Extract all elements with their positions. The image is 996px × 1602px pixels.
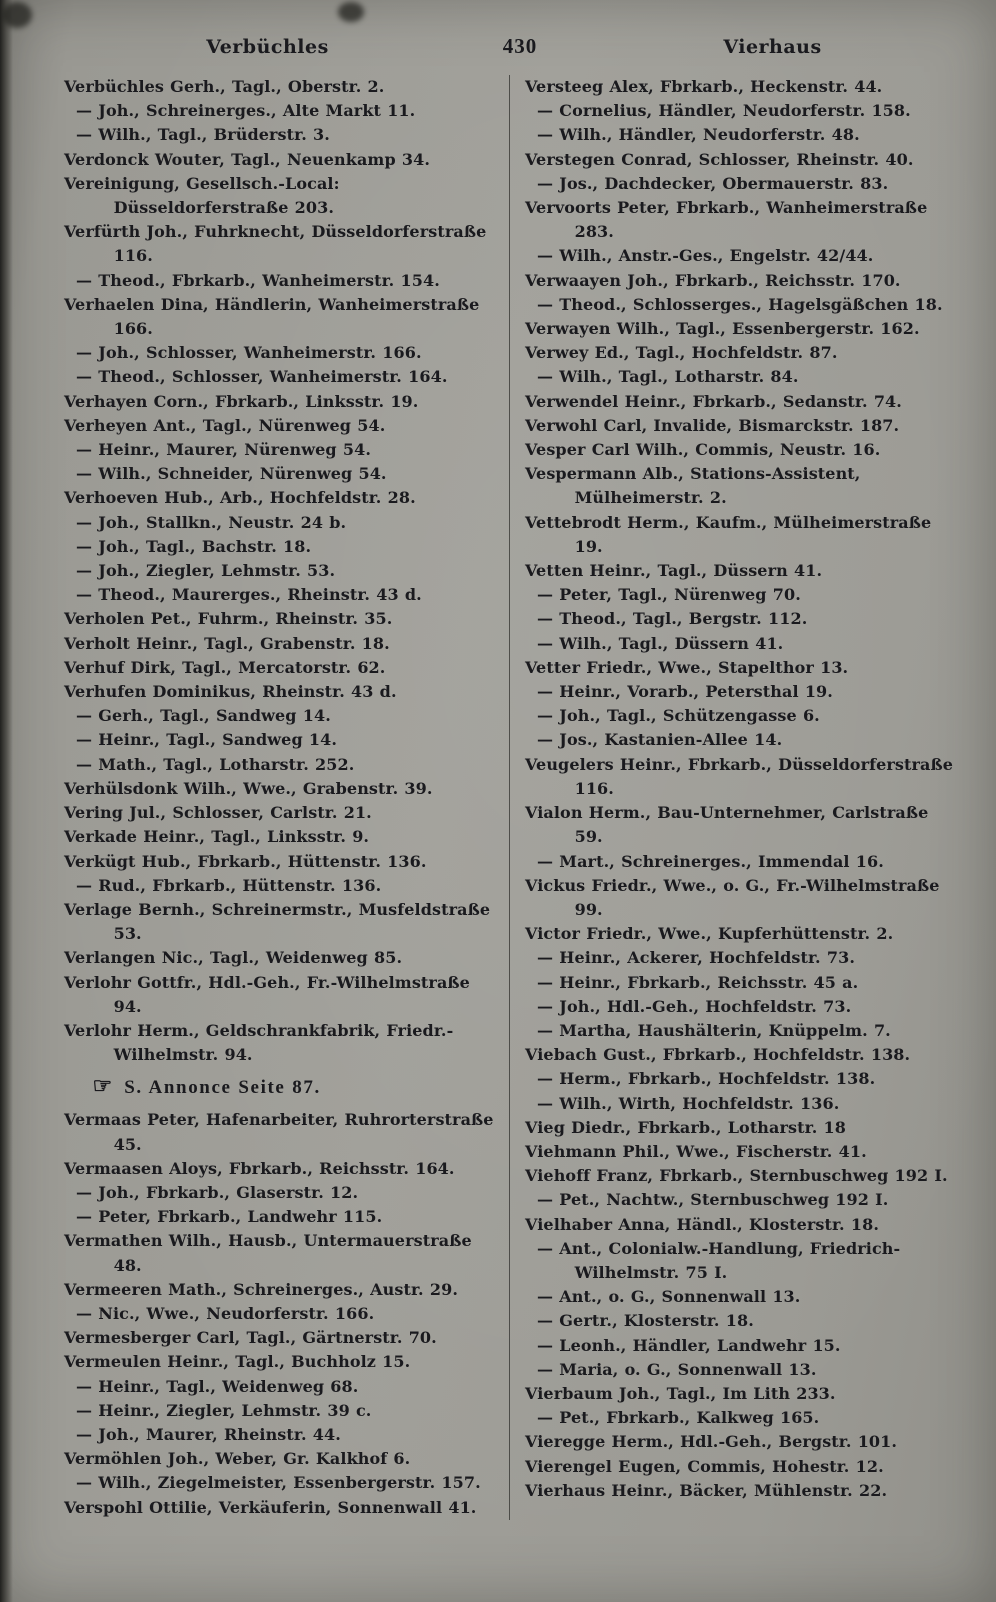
- directory-entry: [64, 898, 499, 946]
- entry-text: Verhoeven Hub., Arb., Hochfeldstr. 28.: [64, 488, 416, 508]
- entry-text: — Jos., Dachdecker, Obermauerstr. 83.: [537, 173, 889, 193]
- directory-entry: [64, 1496, 499, 1520]
- directory-entry: [64, 1019, 499, 1067]
- entry-text: — Wilh., Tagl., Lotharstr. 84.: [537, 367, 799, 387]
- entry-text: — Gertr., Klosterstr. 18.: [537, 1311, 754, 1331]
- directory-entry: [64, 850, 499, 874]
- entry-text: — Joh., Maurer, Rheinstr. 44.: [76, 1424, 341, 1444]
- entry-text: Vielhaber Anna, Händl., Klosterstr. 18.: [525, 1214, 880, 1234]
- directory-entry: [525, 244, 956, 268]
- directory-entry: [525, 1116, 956, 1140]
- two-column-layout: [64, 75, 970, 1520]
- directory-entry: [525, 874, 956, 922]
- directory-entry: [525, 704, 956, 728]
- entry-text: Verhufen Dominikus, Rheinstr. 43 d.: [64, 682, 397, 702]
- pointing-hand-icon: ☞: [92, 1073, 113, 1099]
- directory-entry: [64, 1205, 499, 1229]
- directory-entry: [64, 365, 499, 389]
- entry-text: S. Annonce Seite 87.: [124, 1077, 321, 1099]
- directory-entry: [525, 971, 956, 995]
- entry-text: — Theod., Fbrkarb., Wanheimerstr. 154.: [76, 270, 440, 290]
- entry-text: — Maria, o. G., Sonnenwall 13.: [537, 1359, 817, 1379]
- entry-text: — Heinr., Tagl., Weidenweg 68.: [76, 1376, 359, 1396]
- directory-entry: [525, 1043, 956, 1067]
- entry-text: Vierhaus Heinr., Bäcker, Mühlenstr. 22.: [525, 1480, 888, 1500]
- directory-entry: [525, 946, 956, 970]
- directory-entry: [525, 1140, 956, 1164]
- directory-entry: [525, 269, 956, 293]
- header-keyword-right: Vierhaus: [723, 36, 822, 58]
- directory-entry: [64, 825, 499, 849]
- entry-text: Verhuf Dirk, Tagl., Mercatorstr. 62.: [64, 657, 386, 677]
- entry-text: — Rud., Fbrkarb., Hüttenstr. 136.: [76, 875, 382, 895]
- entry-text: — Cornelius, Händler, Neudorferstr. 158.: [537, 101, 911, 121]
- entry-text: Vieg Diedr., Fbrkarb., Lotharstr. 18: [525, 1117, 847, 1137]
- entry-text: — Martha, Haushälterin, Knüppelm. 7.: [537, 1020, 891, 1040]
- entry-text: — Peter, Tagl., Nürenweg 70.: [537, 585, 801, 605]
- entry-text: — Peter, Fbrkarb., Landwehr 115.: [76, 1207, 383, 1227]
- entry-text: — Theod., Schlosserges., Hagelsgäßchen 18.: [537, 294, 943, 314]
- entry-text: — Joh., Schlosser, Wanheimerstr. 166.: [76, 343, 422, 363]
- directory-entry: [525, 1164, 956, 1188]
- entry-text: Verhaelen Dina, Händlerin, Wanheimerstraße 166.: [64, 294, 480, 339]
- directory-entry: [525, 438, 956, 462]
- entry-text: Viehmann Phil., Wwe., Fischerstr. 41.: [525, 1141, 867, 1161]
- right-column: [509, 75, 956, 1520]
- directory-entry: [64, 486, 499, 510]
- entry-text: — Heinr., Ackerer, Hochfeldstr. 73.: [537, 948, 856, 968]
- directory-entry: [525, 632, 956, 656]
- entry-text: — Heinr., Maurer, Nürenweg 54.: [76, 440, 372, 460]
- directory-entry: [525, 801, 956, 849]
- directory-entry: [525, 1334, 956, 1358]
- directory-entry: [64, 1423, 499, 1447]
- entry-text: Vetten Heinr., Tagl., Düssern 41.: [525, 561, 823, 581]
- entry-text: Vermeeren Math., Schreinerges., Austr. 29.: [64, 1279, 458, 1299]
- directory-entry: [525, 922, 956, 946]
- entry-text: Verwohl Carl, Invalide, Bismarckstr. 187.: [525, 415, 900, 435]
- entry-text: Verwendel Heinr., Fbrkarb., Sedanstr. 74.: [525, 391, 902, 411]
- directory-entry: [64, 632, 499, 656]
- directory-entry: [525, 317, 956, 341]
- entry-text: — Joh., Schreinerges., Alte Markt 11.: [76, 101, 416, 121]
- directory-entry: [64, 1302, 499, 1326]
- entry-text: Verlage Bernh., Schreinermstr., Musfeldstraße 53.: [64, 899, 491, 944]
- entry-text: Verlangen Nic., Tagl., Weidenweg 85.: [64, 948, 403, 968]
- directory-entry: [64, 269, 499, 293]
- entry-text: — Wilh., Tagl., Düssern 41.: [537, 633, 784, 653]
- entry-text: — Jos., Kastanien-Allee 14.: [537, 730, 783, 750]
- entry-text: — Gerh., Tagl., Sandweg 14.: [76, 706, 331, 726]
- entry-text: Verstegen Conrad, Schlosser, Rheinstr. 40.: [525, 149, 914, 169]
- ink-smudge: [2, 2, 32, 28]
- entry-text: Vering Jul., Schlosser, Carlstr. 21.: [64, 803, 372, 823]
- entry-text: — Joh., Hdl.-Geh., Hochfeldstr. 73.: [537, 996, 852, 1016]
- directory-entry: [64, 753, 499, 777]
- directory-entry: [525, 1382, 956, 1406]
- entry-text: Verfürth Joh., Fuhrknecht, Düsseldorferstraße 116.: [64, 222, 487, 266]
- left-column: [64, 75, 509, 1520]
- directory-entry: [525, 753, 956, 801]
- entry-text: — Theod., Tagl., Bergstr. 112.: [537, 609, 808, 629]
- entry-text: Verwayen Wilh., Tagl., Essenbergerstr. 162.: [525, 319, 920, 339]
- entry-text: Vieregge Herm., Hdl.-Geh., Bergstr. 101.: [525, 1432, 898, 1452]
- entry-text: Verkügt Hub., Fbrkarb., Hüttenstr. 136.: [64, 851, 427, 871]
- directory-entry: [525, 1309, 956, 1333]
- directory-entry: [64, 607, 499, 631]
- entry-text: Vialon Herm., Bau-Unternehmer, Carlstraße 59.: [525, 803, 929, 847]
- entry-text: — Pet., Fbrkarb., Kalkweg 165.: [537, 1408, 820, 1428]
- entry-text: — Heinr., Vorarb., Petersthal 19.: [537, 682, 833, 702]
- entry-text: — Ant., Colonialw.-Handlung, Friedrich-Wilhelmstr. 75 I.: [537, 1238, 901, 1282]
- entry-text: Verwaayen Joh., Fbrkarb., Reichsstr. 170.: [525, 270, 901, 290]
- directory-entry: [64, 1471, 499, 1495]
- entry-text: Vermaasen Aloys, Fbrkarb., Reichsstr. 164.: [64, 1158, 455, 1178]
- directory-entry: [64, 99, 499, 123]
- page-header: [70, 34, 970, 59]
- entry-text: Vermesberger Carl, Tagl., Gärtnerstr. 70.: [64, 1328, 437, 1348]
- entry-text: — Joh., Ziegler, Lehmstr. 53.: [76, 561, 336, 581]
- entry-text: — Joh., Tagl., Schützengasse 6.: [537, 706, 820, 726]
- directory-entry: [525, 1237, 956, 1285]
- directory-entry: [525, 123, 956, 147]
- entry-text: — Joh., Stallkn., Neustr. 24 b.: [76, 512, 347, 532]
- entry-text: — Heinr., Fbrkarb., Reichsstr. 45 a.: [537, 972, 859, 992]
- directory-entry: [525, 728, 956, 752]
- entry-text: — Math., Tagl., Lotharstr. 252.: [76, 754, 355, 774]
- entry-text: Verholen Pet., Fuhrm., Rheinstr. 35.: [64, 609, 393, 629]
- directory-entry: [525, 1188, 956, 1212]
- directory-entry: [525, 1213, 956, 1237]
- directory-entry: [525, 172, 956, 196]
- directory-entry: [64, 1108, 499, 1156]
- directory-entry: [64, 1278, 499, 1302]
- entry-text: Viebach Gust., Fbrkarb., Hochfeldstr. 138.: [525, 1045, 911, 1065]
- entry-text: Viehoff Franz, Fbrkarb., Sternbuschweg 192 I.: [525, 1166, 948, 1186]
- entry-text: Victor Friedr., Wwe., Kupferhüttenstr. 2.: [525, 924, 894, 944]
- directory-entry: [525, 1479, 956, 1503]
- directory-entry: [525, 850, 956, 874]
- directory-entry: [525, 607, 956, 631]
- entry-text: — Pet., Nachtw., Sternbuschweg 192 I.: [537, 1190, 889, 1210]
- entry-text: Vereinigung, Gesellsch.-Local: Düsseldorferstraße 203.: [64, 173, 340, 218]
- directory-entry: [525, 1358, 956, 1382]
- directory-entry: [64, 1350, 499, 1374]
- page-number: 430: [502, 34, 538, 58]
- entry-text: Vervoorts Peter, Fbrkarb., Wanheimerstraße 283.: [525, 198, 928, 242]
- entry-text: Vermaas Peter, Hafenarbeiter, Ruhrorterstraße 45.: [64, 1110, 494, 1154]
- directory-entry: [525, 680, 956, 704]
- entry-text: — Mart., Schreinerges., Immendal 16.: [537, 851, 884, 871]
- directory-entry: [64, 946, 499, 970]
- entry-text: — Wilh., Ziegelmeister, Essenbergerstr. 157.: [76, 1473, 481, 1493]
- entry-text: Verlohr Gottfr., Hdl.-Geh., Fr.-Wilhelmstraße 94.: [64, 972, 470, 1016]
- ink-smudge: [338, 2, 364, 22]
- directory-entry: [64, 728, 499, 752]
- entry-text: — Ant., o. G., Sonnenwall 13.: [537, 1287, 801, 1307]
- directory-entry: [64, 511, 499, 535]
- directory-entry: [525, 1285, 956, 1309]
- entry-text: Vierbaum Joh., Tagl., Im Lith 233.: [525, 1383, 836, 1403]
- directory-entry: [525, 1019, 956, 1043]
- entry-text: — Herm., Fbrkarb., Hochfeldstr. 138.: [537, 1069, 876, 1089]
- entry-text: Veugelers Heinr., Fbrkarb., Düsseldorferstraße 116.: [525, 754, 954, 798]
- directory-entry: [525, 656, 956, 680]
- entry-text: Versteeg Alex, Fbrkarb., Heckenstr. 44.: [525, 77, 883, 96]
- directory-entry: [64, 172, 499, 220]
- directory-entry: [64, 971, 499, 1019]
- entry-text: Verholt Heinr., Tagl., Grabenstr. 18.: [64, 633, 390, 653]
- directory-entry: [64, 148, 499, 172]
- directory-entry: [525, 365, 956, 389]
- directory-entry: [64, 559, 499, 583]
- entry-text: Vermathen Wilh., Hausb., Untermauerstraße 48.: [64, 1231, 472, 1275]
- directory-entry: [64, 1181, 499, 1205]
- directory-entry: [64, 462, 499, 486]
- entry-text: — Wilh., Schneider, Nürenweg 54.: [76, 464, 387, 484]
- directory-entry: [525, 414, 956, 438]
- directory-entry: [64, 414, 499, 438]
- directory-entry: [525, 511, 956, 559]
- directory-entry: [64, 680, 499, 704]
- entry-text: Vickus Friedr., Wwe., o. G., Fr.-Wilhelmstraße 99.: [525, 875, 940, 919]
- entry-text: — Theod., Maurerges., Rheinstr. 43 d.: [76, 585, 422, 605]
- entry-text: Verdonck Wouter, Tagl., Neuenkamp 34.: [64, 149, 431, 169]
- directory-entry: [525, 196, 956, 244]
- entry-text: Verbüchles Gerh., Tagl., Oberstr. 2.: [64, 77, 385, 96]
- entry-text: Vierengel Eugen, Commis, Hohestr. 12.: [525, 1456, 884, 1476]
- entry-text: Vespermann Alb., Stations-Assistent, Mülheimerstr. 2.: [525, 464, 861, 508]
- entry-text: Verspohl Ottilie, Verkäuferin, Sonnenwall 41.: [64, 1497, 477, 1517]
- entry-text: Vettebrodt Herm., Kaufm., Mülheimerstraße 19.: [525, 512, 932, 556]
- directory-entry: [64, 123, 499, 147]
- directory-entry: [525, 99, 956, 123]
- entry-text: Vetter Friedr., Wwe., Stapelthor 13.: [525, 657, 849, 677]
- directory-entry: [525, 148, 956, 172]
- directory-entry: [525, 1455, 956, 1479]
- entry-text: — Nic., Wwe., Neudorferstr. 166.: [76, 1303, 375, 1323]
- entry-text: Verhayen Corn., Fbrkarb., Linksstr. 19.: [64, 391, 419, 411]
- directory-entry: [525, 462, 956, 510]
- directory-entry: [525, 293, 956, 317]
- entry-text: Vermöhlen Joh., Weber, Gr. Kalkhof 6.: [64, 1449, 411, 1469]
- directory-entry: [64, 583, 499, 607]
- directory-entry: [64, 874, 499, 898]
- directory-entry: [64, 801, 499, 825]
- directory-entry: [64, 1399, 499, 1423]
- directory-entry: [525, 583, 956, 607]
- directory-entry: [64, 535, 499, 559]
- directory-entry: [64, 341, 499, 365]
- directory-entry: [64, 438, 499, 462]
- directory-entry: [64, 777, 499, 801]
- entry-text: — Leonh., Händler, Landwehr 15.: [537, 1335, 841, 1355]
- directory-entry: [64, 656, 499, 680]
- directory-entry: [525, 995, 956, 1019]
- directory-entry: [525, 75, 956, 99]
- directory-entry: [64, 293, 499, 341]
- entry-text: — Joh., Fbrkarb., Glaserstr. 12.: [76, 1182, 359, 1202]
- directory-entry: [525, 1430, 956, 1454]
- directory-entry: [64, 390, 499, 414]
- directory-entry: [525, 390, 956, 414]
- entry-text: — Wilh., Wirth, Hochfeldstr. 136.: [537, 1093, 840, 1113]
- entry-text: Verheyen Ant., Tagl., Nürenweg 54.: [64, 415, 386, 435]
- entry-text: — Wilh., Tagl., Brüderstr. 3.: [76, 125, 330, 145]
- directory-entry: [64, 1157, 499, 1181]
- directory-entry: [525, 1067, 956, 1091]
- book-binding-shadow: [0, 0, 13, 1602]
- directory-entry: [64, 220, 499, 268]
- entry-text: Vermeulen Heinr., Tagl., Buchholz 15.: [64, 1352, 411, 1372]
- directory-entry: [525, 1092, 956, 1116]
- entry-text: Verhülsdonk Wilh., Wwe., Grabenstr. 39.: [64, 778, 433, 798]
- directory-entry: [64, 1326, 499, 1350]
- header-keyword-left: Verbüchles: [206, 36, 329, 58]
- entry-text: Verlohr Herm., Geldschrankfabrik, Friedr.-Wilhelmstr. 94.: [64, 1020, 454, 1065]
- directory-entry: [64, 1447, 499, 1471]
- entry-text: Verkade Heinr., Tagl., Linksstr. 9.: [64, 827, 370, 847]
- entry-text: — Heinr., Ziegler, Lehmstr. 39 c.: [76, 1400, 372, 1420]
- entry-text: Vesper Carl Wilh., Commis, Neustr. 16.: [525, 440, 881, 460]
- directory-entry: [64, 75, 499, 99]
- entry-text: — Wilh., Händler, Neudorferstr. 48.: [537, 125, 860, 145]
- directory-entry: [64, 1071, 499, 1103]
- entry-text: — Theod., Schlosser, Wanheimerstr. 164.: [76, 367, 448, 387]
- entry-text: Verwey Ed., Tagl., Hochfeldstr. 87.: [525, 343, 838, 363]
- directory-entry: [525, 341, 956, 365]
- entry-text: — Joh., Tagl., Bachstr. 18.: [76, 536, 312, 556]
- directory-entry: [525, 1406, 956, 1430]
- directory-entry: [64, 1229, 499, 1277]
- entry-text: — Heinr., Tagl., Sandweg 14.: [76, 730, 338, 750]
- entry-text: — Wilh., Anstr.-Ges., Engelstr. 42/44.: [537, 246, 874, 266]
- directory-entry: [525, 559, 956, 583]
- directory-entry: [64, 704, 499, 728]
- directory-entry: [64, 1375, 499, 1399]
